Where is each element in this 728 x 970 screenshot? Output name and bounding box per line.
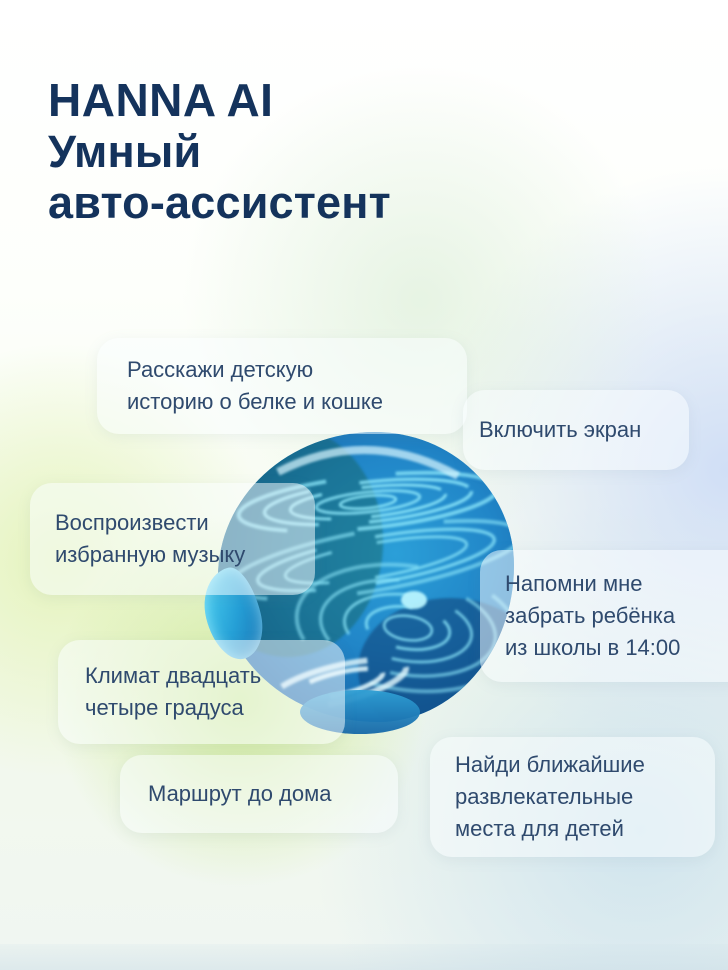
bubble-text-line: Найди ближайшие (455, 752, 645, 777)
subtitle-line-1: Умный (48, 126, 202, 177)
voice-command-bubble-reminder (480, 550, 728, 682)
brand-name: HANNA AI (48, 74, 274, 126)
bubble-text-line: развлекательные (455, 784, 634, 809)
bubble-text-line: Расскажи детскую (127, 357, 314, 382)
voice-command-bubble-places (430, 737, 715, 857)
voice-command-bubble-screen (463, 390, 689, 470)
bottom-edge-band (0, 944, 728, 970)
subtitle-line-2: авто-ассистент (48, 177, 391, 228)
voice-command-bubble-story (97, 338, 467, 434)
page-title (48, 74, 391, 228)
bubble-text-line: Включить экран (479, 417, 642, 442)
bubble-text-line: Маршрут до дома (148, 781, 332, 806)
bubble-text-line: Напомни мне (505, 571, 643, 596)
bubble-text-line: историю о белке и кошке (127, 389, 384, 414)
bubble-text-line: Климат двадцать (85, 663, 262, 688)
voice-command-bubble-route (120, 755, 398, 833)
bubble-text-line: места для детей (455, 816, 624, 841)
bubble-text-line: забрать ребёнка (505, 603, 676, 628)
bubble-text-line: избранную музыку (55, 542, 246, 567)
bubble-text-line: из школы в 14:00 (505, 635, 681, 660)
bubble-text-line: четыре градуса (85, 695, 244, 720)
voice-command-bubble-music (30, 483, 315, 595)
bubble-text-line: Воспроизвести (55, 510, 209, 535)
voice-command-bubble-climate (58, 640, 345, 744)
